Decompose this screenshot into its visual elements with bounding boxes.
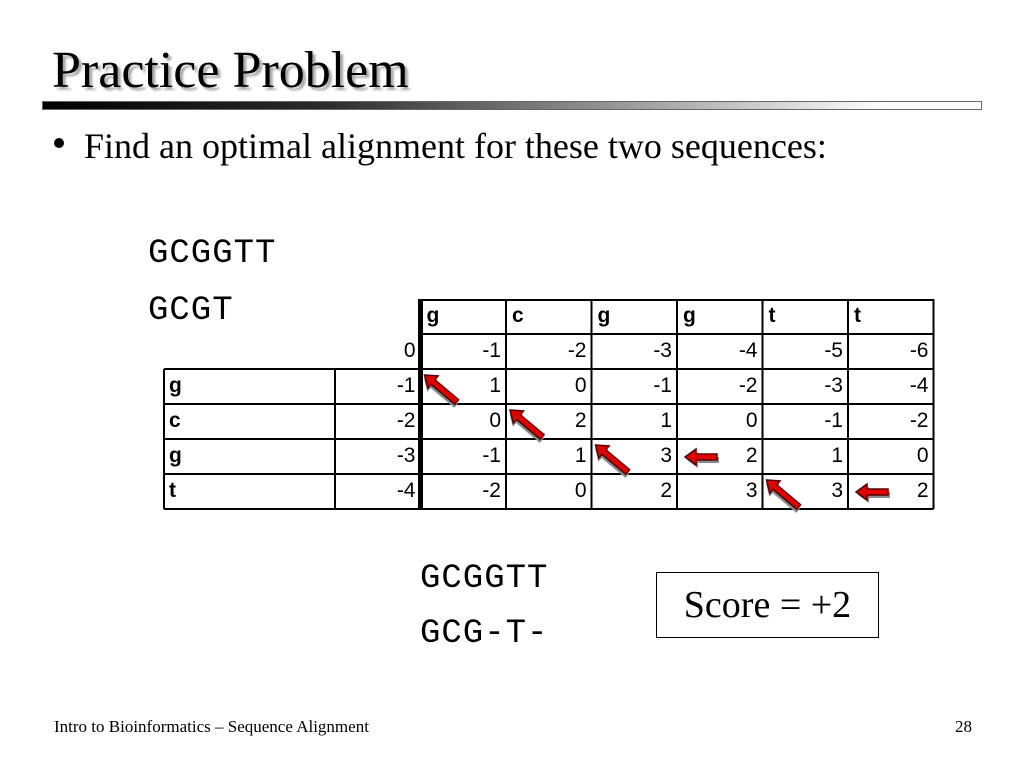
row-label: c	[169, 409, 181, 432]
score-cell: 3	[831, 479, 843, 502]
gap-row-cell: -3	[653, 339, 672, 362]
score-cell: 1	[660, 409, 672, 432]
row-label: g	[169, 374, 182, 397]
gap-row-cell: -5	[824, 339, 843, 362]
score-cell: 2	[745, 444, 758, 467]
aligned-sequence-1: GCGGTT	[420, 560, 549, 598]
gap-row-cell: -6	[909, 339, 929, 362]
sequence-2: GCGT	[148, 292, 234, 330]
score-cell: 0	[574, 374, 587, 397]
gap-row-cell: -1	[482, 339, 501, 362]
traceback-arrow-diagonal	[503, 404, 549, 447]
gap-row-cell: -2	[567, 339, 587, 362]
column-label: t	[768, 304, 776, 327]
score-cell: 2	[574, 409, 587, 432]
score-cell: 0	[916, 444, 929, 467]
sequence-1: GCGGTT	[148, 235, 277, 273]
gap-row-cell: 0	[403, 339, 416, 362]
score-cell: 3	[660, 444, 672, 467]
column-label: g	[426, 304, 440, 327]
gap-row-cell: -4	[738, 339, 758, 362]
traceback-arrow-left	[685, 449, 719, 468]
score-cell: -4	[396, 479, 416, 502]
score-cell: -2	[738, 374, 758, 397]
score-cell: -3	[396, 444, 416, 467]
score-cell: -1	[396, 374, 416, 397]
score-cell: -1	[482, 444, 501, 467]
slide-number: 28	[955, 717, 972, 736]
bullet-text: Find an optimal alignment for these two sequences:	[84, 126, 827, 166]
column-label: c	[512, 304, 524, 327]
score-cell: 0	[745, 409, 758, 432]
dp-score-table	[163, 299, 929, 514]
traceback-arrows	[163, 299, 848, 514]
score-cell: 2	[916, 479, 929, 502]
score-cell: -2	[909, 409, 929, 432]
score-cell: -1	[653, 374, 672, 397]
column-label: t	[854, 304, 861, 327]
score-cell: 1	[489, 374, 501, 397]
score-box: Score = +2	[656, 572, 879, 638]
score-cell: -3	[824, 374, 843, 397]
traceback-arrow-diagonal	[759, 474, 805, 517]
score-cell: -2	[396, 409, 416, 432]
traceback-arrow-diagonal	[417, 369, 463, 412]
bullet-icon	[54, 138, 64, 148]
score-cell: 0	[489, 409, 501, 432]
column-label: g	[597, 304, 611, 327]
aligned-sequence-2: GCG-T-	[420, 615, 549, 653]
footer-text: Intro to Bioinformatics – Sequence Alignment	[54, 717, 369, 736]
score-cell: -2	[482, 479, 501, 502]
title-underline	[42, 101, 982, 110]
row-label: t	[169, 479, 176, 502]
slide-title: Practice Problem	[52, 42, 409, 99]
score-cell: 2	[660, 479, 672, 502]
score-cell: 1	[574, 444, 587, 467]
score-cell: -4	[909, 374, 929, 397]
row-label: g	[169, 444, 182, 467]
score-cell: -1	[824, 409, 843, 432]
traceback-arrow-diagonal	[588, 439, 634, 482]
score-cell: 3	[745, 479, 758, 502]
column-label: g	[683, 304, 696, 327]
score-cell: 1	[831, 444, 843, 467]
score-cell: 0	[574, 479, 587, 502]
